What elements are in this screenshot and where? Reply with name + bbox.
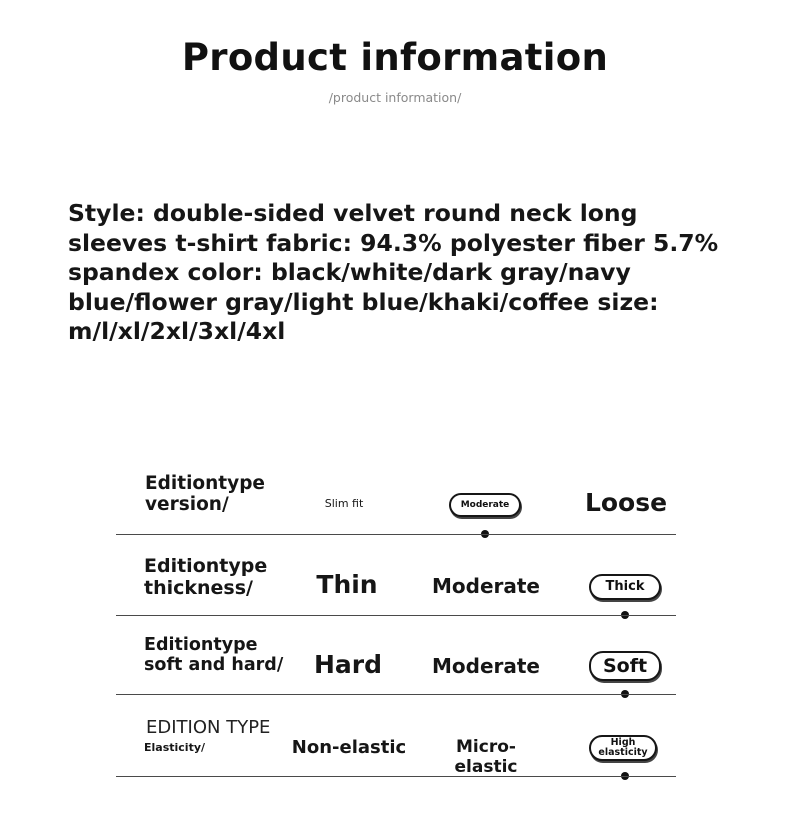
attribute-label-line2: thickness/ [144, 577, 253, 599]
option-moderate-selected: Moderate [449, 493, 521, 517]
attribute-label-line1: EDITION TYPE [146, 717, 271, 738]
page-title: Product information [181, 36, 609, 79]
attribute-label [144, 635, 283, 675]
option-soft-selected: Soft [589, 651, 661, 681]
attribute-label-line2: Elasticity/ [144, 741, 206, 754]
row-divider [116, 694, 676, 695]
option-loose: Loose [584, 488, 668, 517]
attribute-label [144, 555, 267, 599]
option-micro-elastic: Micro-elastic [454, 737, 518, 777]
option-moderate: Moderate [431, 654, 540, 678]
page-subtitle: /product information/ [328, 90, 462, 105]
product-description: Style: double-sided velvet round neck long sleeves t-shirt fabric: 94.3% polyester fiber 5.7% spandex color: black/white/dark gray/navy blue/flower gray/light blue/khaki/coffee size: m/l/xl/2xl/3xl/4xl [68, 199, 719, 345]
attribute-label-line1: Editiontype [145, 473, 265, 494]
option-slim-fit: Slim fit [324, 497, 364, 510]
option-thin: Thin [316, 570, 378, 599]
row-divider [116, 534, 676, 535]
row-divider [116, 615, 676, 616]
option-non-elastic: Non-elastic [291, 737, 407, 758]
row-divider [116, 776, 676, 777]
attribute-label [145, 473, 265, 515]
option-moderate: Moderate [431, 574, 540, 598]
attribute-label-line1: Editiontype [144, 555, 268, 577]
option-high-elasticity-selected: High elasticity [589, 735, 657, 761]
attribute-label-line2: soft and hard/ [144, 655, 284, 675]
attribute-label-line2: version/ [145, 494, 229, 515]
option-hard: Hard [313, 650, 383, 679]
attribute-label-line1: Editiontype [144, 635, 258, 655]
option-thick-selected: Thick [589, 574, 661, 600]
